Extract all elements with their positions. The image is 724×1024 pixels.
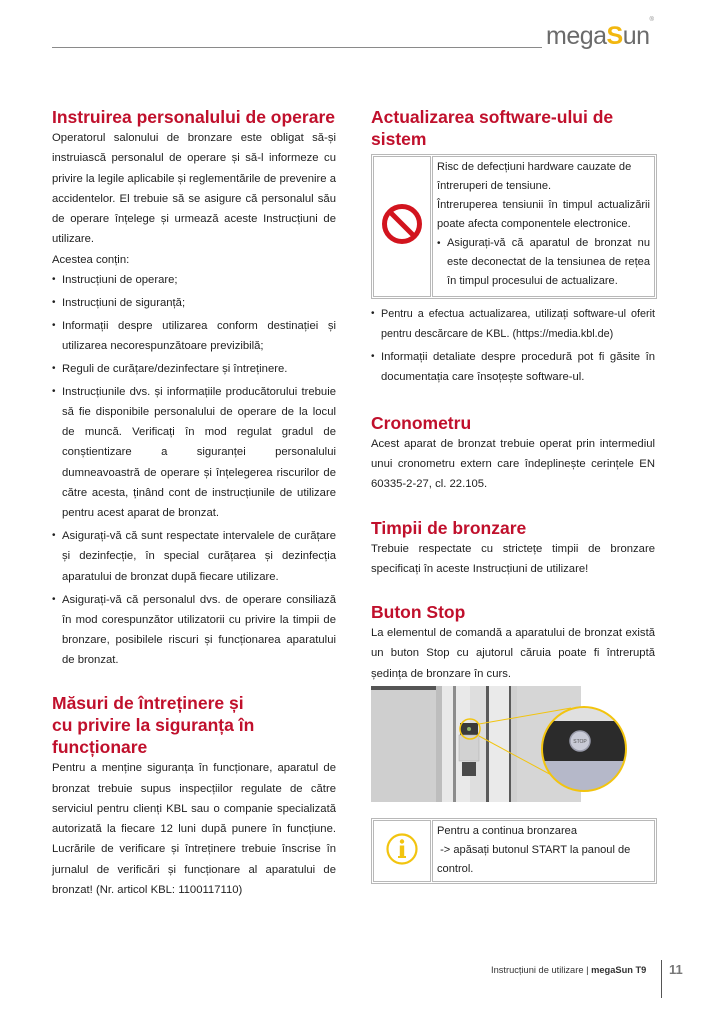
warning-line: Întreruperea tensiunii în timpul actualizării poate afecta componentele electronice.: [437, 199, 650, 230]
title-line: cu privire la siguranța în: [52, 715, 255, 736]
stop-button-figure: [371, 686, 655, 802]
section-software-update: [371, 106, 655, 387]
warning-icon-cell: [373, 156, 431, 297]
list-intro: Acestea conțin:: [52, 253, 130, 266]
contents-list: [52, 270, 336, 671]
section-tanning-times: [371, 517, 655, 580]
prohibition-icon: [381, 203, 423, 245]
warning-bullet: • Asigurați-vă că aparatul de bronzat nu este deconectat de la tensiunea de rețea în timpul procesului de actualizare.: [437, 234, 650, 291]
brand-logo: [546, 16, 654, 51]
footer-label: Instrucțiuni de utilizare |: [491, 965, 592, 975]
warning-box: [371, 154, 657, 299]
section-body: La elementul de comandă a aparatului de bronzat există un buton Stop cu ajutorul căruia poate fi întreruptă ședința de bronzare în curs.: [371, 627, 655, 680]
section-timer: [371, 412, 655, 495]
list-item: • Instrucțiuni de operare;: [52, 270, 336, 290]
section-title: Instruirea personalului de operare: [52, 107, 335, 127]
warning-list: [437, 234, 650, 291]
page-number: 11: [669, 962, 683, 977]
list-item: • Instrucțiunile dvs. și informațiile producătorului trebuie să fie disponibile personalului de operare de la locul de muncă. Verificați în mod regulat gradul de conștientizare a siguranței personalului dumneavoastră de operare și înțelegerea riscurilor de către acesta, ținând cont de instrucțiunile de utilizare pentru acest aparat de bronzat.: [52, 382, 336, 524]
right-column: [371, 106, 655, 884]
info-text-cell: [432, 820, 655, 882]
header-rule: [52, 47, 542, 48]
info-box: [371, 818, 657, 884]
section-title: [52, 692, 336, 758]
footer-separator: [661, 960, 662, 998]
warning-line: Risc de defecțiuni hardware cauzate de întreruperi de tensiune.: [437, 161, 632, 192]
section-stop-button: [371, 601, 655, 884]
section-body: Pentru a menține siguranța în funcționare, aparatul de bronzat trebuie supus inspecțiilor regulate de către serviciul pentru clienți KBL sau o companie specializată autorizată la fiecare 12 luni după punere în funcțiune. Lucrările de verificare și întreținere trebuie înscrise în jurnalul de verificări și funcționare al aparatului de bronzat! (Nr. articol KBL: 1100117110): [52, 762, 336, 896]
title-line: funcționare: [52, 737, 148, 758]
update-list: [371, 304, 655, 388]
info-icon-cell: [373, 820, 431, 882]
logo-text-suffix: un: [622, 22, 650, 50]
list-item: • Instrucțiuni de siguranță;: [52, 293, 336, 313]
left-column: [52, 106, 336, 900]
section-body: Operatorul salonului de bronzare este obligat să-și instruiască personalul de operare și să-l informeze cu privire la legile aplicabile și reglementările de prevenire a accidentelor. El trebuie să se asigure că personalul său de operare înțelege și urmează aceste Instrucțiuni de utilizare.: [52, 132, 336, 246]
list-item: • Reguli de curățare/dezinfectare și întreținere.: [52, 359, 336, 379]
stop-button-label: STOP: [573, 739, 587, 746]
info-line: Pentru a continua bronzarea: [437, 825, 577, 838]
logo-sun-letter: S: [606, 22, 623, 50]
control-panel-illustration: [371, 686, 655, 802]
section-maintenance-safety: [52, 692, 336, 900]
list-item: • Asigurați-vă că personalul dvs. de operare consiliază în mod corespunzător utilizatorii cu privire la timpii de bronzare, posibilele riscuri și funcționarea aparatului de bronzat.: [52, 590, 336, 671]
list-item: • Informații despre utilizarea conform destinației și utilizarea necorespunzătoare previzibilă;: [52, 316, 336, 357]
footer-doc-label: [491, 965, 646, 975]
section-staff-training: [52, 106, 336, 671]
section-body: Trebuie respectate cu strictețe timpii de bronzare specificați în aceste Instrucțiuni de utilizare!: [371, 542, 655, 575]
section-body: Acest aparat de bronzat trebuie operat prin intermediul unui cronometru extern care îndeplinește cerințele EN 60335-2-27, cl. 22.105.: [371, 437, 655, 491]
list-item: • Asigurați-vă că sunt respectate intervalele de curățare și dezinfecție, în special curățarea și dezinfecția aparatului de bronzat după fiecare utilizare.: [52, 526, 336, 587]
info-line: -> apăsați butonul START la panoul de control.: [437, 844, 634, 876]
footer-product: megaSun T9: [591, 965, 647, 975]
section-title: Cronometru: [371, 412, 472, 433]
info-icon: [385, 832, 419, 866]
section-title: Buton Stop: [371, 602, 466, 623]
list-item: • Pentru a efectua actualizarea, utilizați software-ul oferit pentru descărcare de KBL. (https://media.kbl.de): [371, 304, 655, 345]
logo-text-prefix: mega: [546, 22, 607, 50]
list-item: • Informații detaliate despre procedură pot fi găsite în documentația care însoțește software-ul.: [371, 347, 655, 388]
title-line: Măsuri de întreținere și: [52, 693, 244, 714]
registered-mark: ®: [649, 16, 654, 23]
section-title: Timpii de bronzare: [371, 517, 527, 538]
warning-text-cell: [432, 156, 655, 297]
section-title: Actualizarea software-ului de sistem: [371, 107, 614, 149]
